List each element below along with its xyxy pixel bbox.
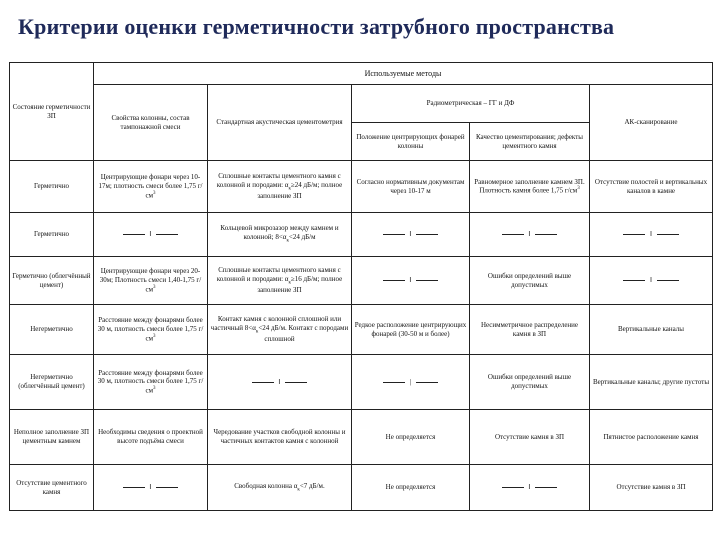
state-cell: Негерметично (10, 305, 94, 355)
table-row (10, 257, 713, 305)
not-applicable-mark: | (378, 378, 443, 387)
header-row-2 (10, 85, 713, 123)
not-applicable-mark: ‖ (618, 230, 684, 239)
header-ak-scanning: АК-сканирование (590, 85, 713, 161)
ak-cell (590, 257, 713, 305)
not-applicable-mark: ‖ (378, 276, 444, 285)
centralizers-cell (352, 213, 470, 257)
not-applicable-mark: ‖ (378, 230, 444, 239)
ak-cell: Пятнистое расположение камня (590, 410, 713, 465)
acoustic-cell: Контакт камня с колонной сплошной или частичный $8<\alpha_к<24$ дБ/м. Контакт с породами сплошной (208, 305, 352, 355)
centralizers-cell: Редкое расположение центрирующих фонарей (30-50 м и более) (352, 305, 470, 355)
state-cell: Отсутствие цементного камня (10, 465, 94, 511)
props-cell: Необходимы сведения о проектной высоте подъёма смеси (94, 410, 208, 465)
not-applicable-mark: ‖ (497, 230, 563, 239)
acoustic-cell: Сплошные контакты цементного камня с колонной и породами: $\alpha_к\ge 24$ дБ/м; полное заполнение ЗП (208, 161, 352, 213)
ak-cell: Отсутствие камня в ЗП (590, 465, 713, 511)
header-radiometric: Радиометрическая – ГГ и ДФ (352, 85, 590, 123)
props-cell: Расстояние между фонарями более 30 м, плотность смеси более 1,75 $г/см^3$ (94, 305, 208, 355)
quality-cell (470, 213, 590, 257)
state-cell: Герметично (10, 213, 94, 257)
quality-cell: Несимметричное распределение камня в ЗП (470, 305, 590, 355)
acoustic-cell: Сплошные контакты цементного камня с колонной и породами: $\alpha_к\ge 16$ дБ/м; полное заполнение ЗП (208, 257, 352, 305)
not-applicable-mark: ‖ (247, 378, 313, 387)
ak-cell: Вертикальные каналы; другие пустоты (590, 355, 713, 410)
state-cell: Неполное заполнение ЗП цементным камнем (10, 410, 94, 465)
centralizers-cell: Согласно нормативным документам через 10-17 м (352, 161, 470, 213)
ak-cell (590, 213, 713, 257)
header-quality: Качество цементирования; дефекты цементного камня (470, 123, 590, 161)
quality-cell: Ошибки определений выше допустимых (470, 355, 590, 410)
header-acoustic: Стандартная акустическая цементометрия (208, 85, 352, 161)
state-cell: Герметично (облегчённый цемент) (10, 257, 94, 305)
slide-title: Критерии оценки герметичности затрубного пространства (18, 14, 615, 39)
not-applicable-mark: ‖ (497, 483, 563, 492)
centralizers-cell: Не определяется (352, 410, 470, 465)
quality-cell: Отсутствие камня в ЗП (470, 410, 590, 465)
table-row (10, 161, 713, 213)
not-applicable-mark: ‖ (118, 483, 184, 492)
props-cell: Центрирующие фонари через 20-30м; Плотность смеси 1,40-1,75 $г/см^3$ (94, 257, 208, 305)
centralizers-cell: Не определяется (352, 465, 470, 511)
table-row (10, 213, 713, 257)
centralizers-cell (352, 355, 470, 410)
quality-cell (470, 465, 590, 511)
props-cell (94, 213, 208, 257)
acoustic-cell: Свободная колонна $\alpha_к<7$ дБ/м. (208, 465, 352, 511)
criteria-table (9, 62, 713, 511)
table-row (10, 355, 713, 410)
centralizers-cell (352, 257, 470, 305)
props-cell: Расстояние между фонарями более 30 м, плотность смеси более 1,75 $г/см^3$ (94, 355, 208, 410)
quality-cell: Ошибки определений выше допустимых (470, 257, 590, 305)
acoustic-cell: Чередование участков свободной колонны и частичных контактов камня с колонной (208, 410, 352, 465)
table-row (10, 465, 713, 511)
quality-cell: Равномерное заполнение камнем ЗП. Плотность камня более 1,75 $г/см^3$ (470, 161, 590, 213)
state-cell: Герметично (10, 161, 94, 213)
not-applicable-mark: ‖ (118, 230, 184, 239)
ak-cell: Отсутствие полостей и вертикальных каналов в камне (590, 161, 713, 213)
props-cell (94, 465, 208, 511)
table-row (10, 410, 713, 465)
table-row (10, 305, 713, 355)
acoustic-cell (208, 355, 352, 410)
header-row-1 (10, 63, 713, 85)
not-applicable-mark: ‖ (618, 276, 684, 285)
ak-cell: Вертикальные каналы (590, 305, 713, 355)
state-cell: Негерметично (облегчённый цемент) (10, 355, 94, 410)
acoustic-cell: Кольцевой микрозазор между камнем и колонной; $8<\alpha_к<24$ дБ/м (208, 213, 352, 257)
header-state: Состояние герметичности ЗП (10, 63, 94, 161)
props-cell: Центрирующие фонари через 10-17м; плотность смеси более 1,75 $г/см^3$ (94, 161, 208, 213)
header-cement-props: Свойства колонны, состав тампонажной смеси (94, 85, 208, 161)
header-methods: Используемые методы (94, 63, 713, 85)
header-centralizers: Положение центрирующих фонарей колонны (352, 123, 470, 161)
